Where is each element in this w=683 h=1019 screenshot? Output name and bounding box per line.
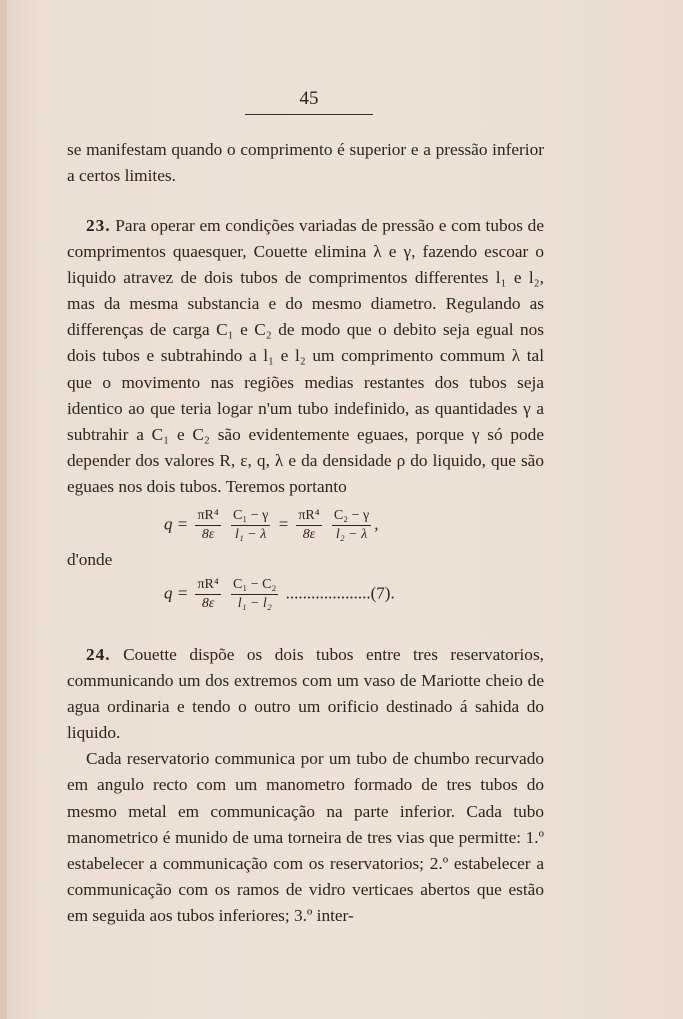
section-23-text: Para operar em condições variadas de pressão e com tubos de comprimentos quaesquer, Couette elimina λ e γ, fazendo escoar o liquido atravez de dois tubos de comprimentos differentes l₁ e l₂, mas da mesma substancia e do mesmo diametro. Regulando as differenças de carga C₁ e C₂ de modo que o debito seja egual nos dois tubos e subtrahindo a l₁ e l₂ um comprimento commum λ tal que o movimento nas regiões medias restantes dos tubos seja identico ao que teria logar n'um tubo indefinido, as quantidades γ a subtrahir a C₁ e C₂ são evidentemente eguaes, porque γ só pode depender dos valores R, ε, q, λ e da densidade ρ do liquido, que são eguaes nos dois tubos. Teremos portanto <box>67 216 544 496</box>
eq-lhs: q = <box>164 514 189 534</box>
equation-number: (7). <box>370 583 395 603</box>
section-23 <box>67 213 544 500</box>
section-number: 24. <box>86 645 111 664</box>
fraction <box>195 508 220 543</box>
denominator: l₂ − λ <box>335 527 368 542</box>
donde-label: d'onde <box>67 550 113 569</box>
denominator: 8ε <box>201 596 215 611</box>
eq-equals: = <box>277 514 290 534</box>
page-binding-edge <box>0 0 7 1019</box>
section-24-paragraph <box>67 642 544 746</box>
numerator: πR⁴ <box>296 508 321 526</box>
fraction <box>231 577 278 612</box>
paragraph-continuation <box>67 137 544 189</box>
section-24 <box>67 642 544 929</box>
denominator: 8ε <box>201 527 215 542</box>
fraction <box>231 508 270 543</box>
numerator: C₁ − γ <box>231 508 270 526</box>
denominator: 8ε <box>302 527 316 542</box>
section-number: 23. <box>86 216 111 235</box>
eq-lhs: q = <box>164 583 189 603</box>
section-23-paragraph <box>67 213 544 500</box>
equation-7 <box>164 577 395 612</box>
equation-1 <box>164 508 378 543</box>
header-rule <box>245 114 373 115</box>
fraction <box>332 508 371 543</box>
eq-comma: , <box>374 514 379 534</box>
paragraph-text: Cada reservatorio communica por um tubo de chumbo recurvado em angulo recto com um manometro formado de tres tubos do mesmo metal em communicação na parte inferior. Cada tubo manometrico é munido de uma torneira de tres vias que permitte: 1.º estabelecer a communicação com os reservatorios; 2.º estabelecer a communicação com os ramos de vidro verticaes abertos que estão em seguida aos tubos inferiores; 3.º inter- <box>67 749 544 925</box>
section-24-text: Couette dispõe os dois tubos entre tres reservatorios, communicando um dos extremos com um vaso de Mariotte cheio de agua ordinaria e tendo o outro um orificio destinado á sahida do liquido. <box>67 645 544 743</box>
denominator: l₁ − l₂ <box>237 596 272 611</box>
page-number: 45 <box>299 88 319 109</box>
fraction <box>195 577 220 612</box>
dot-leader: .................... <box>285 583 371 603</box>
numerator: πR⁴ <box>195 508 220 526</box>
numerator: C₁ − C₂ <box>231 577 278 595</box>
paragraph-text: se manifestam quando o comprimento é superior e a pressão inferior a certos limites. <box>67 140 544 186</box>
numerator: πR⁴ <box>195 577 220 595</box>
numerator: C₂ − γ <box>332 508 371 526</box>
fraction <box>296 508 321 543</box>
denominator: l₁ − λ <box>235 527 267 542</box>
